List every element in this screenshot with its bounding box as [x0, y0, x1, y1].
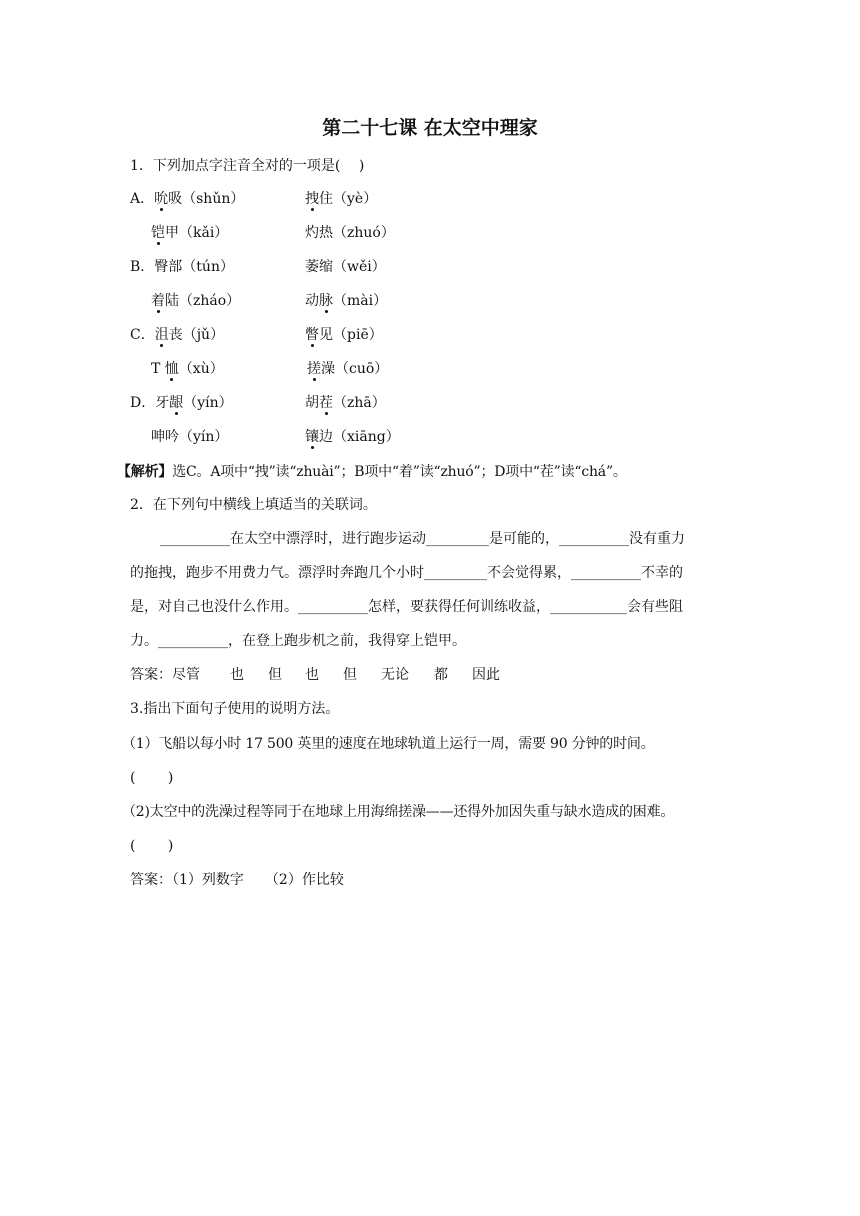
option-letter: D． [130, 395, 156, 411]
question-3-sentence-1: （1）飞船以每小时 17 500 英里的速度在地球轨道上运行一周，需要 90 分钟的时间。 [122, 736, 655, 752]
question-2-answer: 答案：尽管 [130, 667, 200, 683]
option-a-item-2: 拽住（yè） [305, 191, 378, 207]
answer-word: 也 [230, 667, 244, 683]
analysis-tag: 【解析】 [117, 464, 173, 480]
option-c-item-4: 搓澡（cuō） [307, 361, 389, 377]
dotted-char: 镶 [305, 429, 319, 445]
option-d-row-2: 呻吟（yín） [151, 429, 229, 445]
question-3-stem: 3.指出下面句子使用的说明方法。 [130, 701, 340, 717]
answer-paren-1: ( ) [130, 770, 174, 786]
option-a-row-2: 铠甲（kǎi） [151, 225, 229, 241]
fill-blank-line-3: 是，对自己也没什么作用。__________怎样，要获得任何训练收益，___________会有些阻 [130, 599, 683, 615]
question-1-stem: 1．下列加点字注音全对的一项是( ) [130, 158, 365, 174]
option-c-row-2: T 恤（xù） [151, 361, 224, 377]
answer-word: 因此 [472, 667, 500, 683]
option-a-item-4: 灼热（zhuó） [305, 225, 395, 241]
answer-paren-2: ( ) [130, 838, 174, 854]
answer-word: 都 [434, 667, 448, 683]
dotted-char: 拽 [305, 191, 319, 207]
lesson-title: 第二十七课 在太空中理家 [322, 117, 538, 139]
question-2-stem: 2．在下列句中横线上填适当的关联词。 [130, 497, 377, 513]
option-b-item-2: 萎缩（wěi） [305, 259, 386, 275]
analysis-text: 选C。A项中“拽”读“zhuài”；B项中“着”读“zhuó”；D项中“茬”读“chá”。 [172, 464, 627, 480]
option-c-row-1: C．沮丧（jǔ） [130, 327, 225, 343]
dotted-char: 着 [151, 293, 165, 309]
fill-blank-line-4: 力。__________，在登上跑步机之前，我得穿上铠甲。 [130, 633, 466, 649]
option-d-item-4: 镶边（xiāng） [305, 429, 400, 445]
option-b-item-4: 动脉（mài） [305, 293, 388, 309]
dotted-char: 瞥 [305, 327, 319, 343]
fill-blank-line-2: 的拖拽，跑步不用费力气。漂浮时奔跑几个小时_________不会觉得累，__________不幸的 [130, 565, 683, 581]
dotted-char: 铠 [151, 225, 165, 241]
option-letter: A． [130, 191, 155, 207]
dotted-char: 沮 [154, 327, 169, 343]
answer-word: 但 [343, 667, 357, 683]
option-letter: C． [130, 327, 155, 343]
option-a-row-1: A．吮吸（shǔn） [130, 191, 245, 207]
question-3-sentence-2: （2)太空中的洗澡过程等同于在地球上用海绵搓澡——还得外加因失重与缺水造成的困难。 [122, 804, 675, 820]
dotted-char: 搓 [307, 361, 321, 377]
answer-word: 但 [268, 667, 282, 683]
dotted-char: 龈 [169, 395, 184, 411]
analysis-line [117, 462, 627, 482]
answer-word: 也 [305, 667, 319, 683]
fill-blank-line-1: __________在太空中漂浮时，进行跑步运动_________是可能的，__________没有重力 [160, 531, 685, 547]
option-b-row-2: 着陆（zháo） [151, 293, 241, 309]
option-d-item-2: 胡茬（zhā） [305, 395, 386, 411]
option-d-row-1: D．牙龈（yín） [130, 395, 233, 411]
dotted-char: 茬 [319, 395, 333, 411]
question-3-answer: 答案：（1）列数字 （2）作比较 [130, 872, 344, 888]
dotted-char: 脉 [319, 293, 333, 309]
dotted-char: 吮 [154, 191, 169, 207]
dotted-char: 恤 [164, 361, 179, 377]
answer-word: 无论 [381, 667, 409, 683]
option-letter: B． [130, 259, 155, 275]
option-c-item-2: 瞥见（piē） [305, 327, 383, 343]
option-b-row-1: B．臀部（tún） [130, 259, 234, 275]
